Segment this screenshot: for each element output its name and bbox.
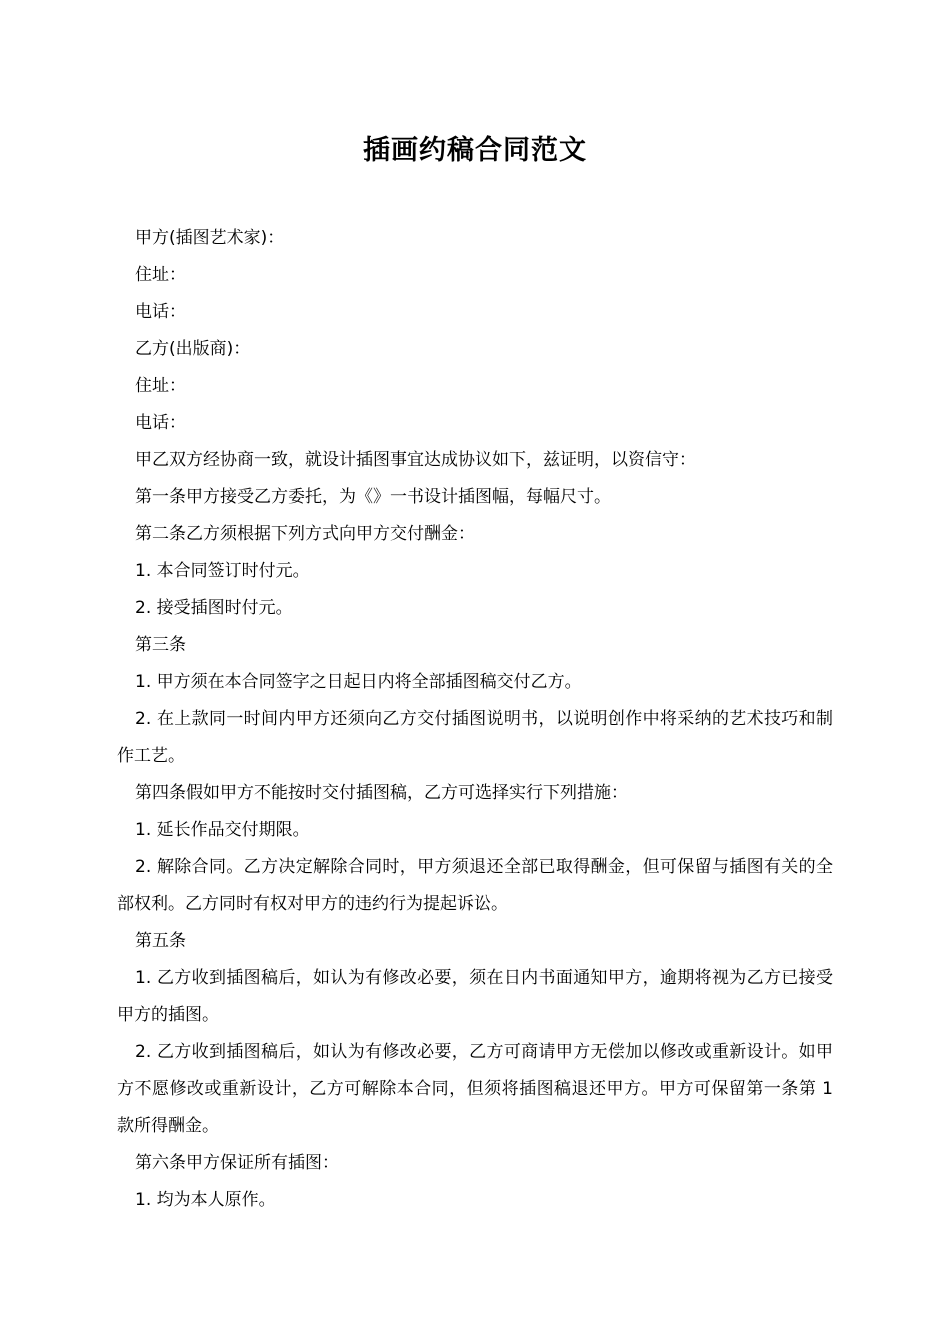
paragraph-article-4: 第四条假如甲方不能按时交付插图稿，乙方可选择实行下列措施： <box>135 783 628 803</box>
paragraph-article-2-item-1: 1. 本合同签订时付元。 <box>135 561 310 581</box>
paragraph-article-6-item-1: 1. 均为本人原作。 <box>135 1190 276 1210</box>
paragraph-article-4-item-1: 1. 延长作品交付期限。 <box>135 820 310 840</box>
paragraph-article-3-item-2: 2. 在上款同一时间内甲方还须向乙方交付插图说明书，以说明创作中将采纳的艺术技巧和制作工艺。 <box>117 709 833 766</box>
paragraph-article-4-item-2: 2. 解除合同。乙方决定解除合同时，甲方须退还全部已取得酬金，但可保留与插图有关的全部权利。乙方同时有权对甲方的违约行为提起诉讼。 <box>117 857 833 914</box>
paragraph-article-5-item-1: 1. 乙方收到插图稿后，如认为有修改必要，须在日内书面通知甲方，逾期将视为乙方已接受甲方的插图。 <box>117 968 833 1025</box>
document-title: 插画约稿合同范文 <box>363 135 587 166</box>
paragraph-article-5: 第五条 <box>135 931 186 951</box>
paragraph-party-b: 乙方(出版商)： <box>135 339 251 359</box>
paragraph-article-2-item-2: 2. 接受插图时付元。 <box>135 598 293 618</box>
paragraph-article-3-item-1: 1. 甲方须在本合同签字之日起日内将全部插图稿交付乙方。 <box>135 672 582 692</box>
paragraph-party-a-address: 住址： <box>135 265 186 285</box>
paragraph-article-6: 第六条甲方保证所有插图： <box>135 1153 339 1173</box>
paragraph-article-5-item-2: 2. 乙方收到插图稿后，如认为有修改必要，乙方可商请甲方无偿加以修改或重新设计。如甲方不愿修改或重新设计，乙方可解除本合同，但须将插图稿退还甲方。甲方可保留第一条第 1 款所得酬金。 <box>117 1042 833 1136</box>
paragraph-party-b-address: 住址： <box>135 376 186 396</box>
paragraph-preamble: 甲乙双方经协商一致，就设计插图事宜达成协议如下，兹证明，以资信守： <box>135 450 696 470</box>
paragraph-party-b-phone: 电话： <box>135 413 186 433</box>
paragraph-article-2: 第二条乙方须根据下列方式向甲方交付酬金： <box>135 524 475 544</box>
paragraph-article-1: 第一条甲方接受乙方委托，为《》一书设计插图幅，每幅尺寸。 <box>135 487 611 507</box>
paragraph-party-a-phone: 电话： <box>135 302 186 322</box>
paragraph-party-a: 甲方(插图艺术家)： <box>135 228 285 248</box>
document-body <box>117 220 833 1219</box>
paragraph-article-3: 第三条 <box>135 635 186 655</box>
